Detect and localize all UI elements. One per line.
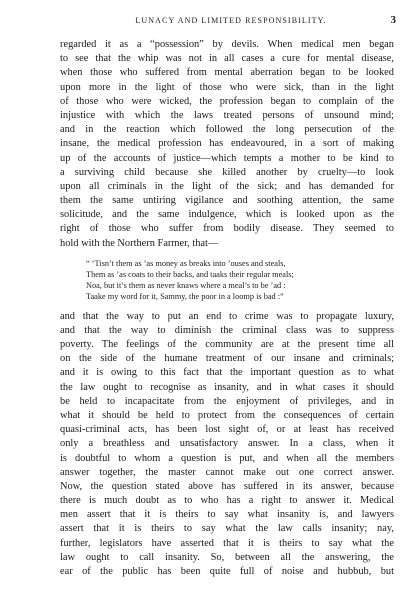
text-line: up of the accounts of justice—which tempts a mother to be kind to	[60, 152, 394, 164]
text-line: men assert that it is theirs to say what insanity is, and lawyers	[60, 509, 394, 521]
text-line: only a breathless and unsatisfactory answer. In a class, when it	[60, 438, 394, 450]
text-line: ear of the public has been quite full of noise and hubbub, but	[60, 566, 394, 577]
text-line: there is much doubt as to who has a right to answer it. Medical	[60, 495, 394, 507]
text-line: on the side of the humane treatment of our insane and criminals;	[60, 353, 394, 365]
text-line: quasi-criminal acts, has been lost sight of, or at least has received	[60, 424, 394, 436]
text-line: right of those who suffer from bodily disease. They seemed to	[60, 223, 394, 235]
verse-line: Them as ’as coats to their backs, and taaks their regular meals;	[86, 270, 294, 280]
paragraph-2	[60, 310, 394, 580]
text-line: law ought to call insanity. So, between all the answering, the	[60, 551, 394, 563]
verse-line: “ ‘Tisn’t them as ’as money as breaks into ’ouses and steals,	[86, 258, 286, 268]
text-line: and in the reaction which followed the long persecution of the	[60, 124, 394, 136]
text-line: solicitude, and the same indulgence, which is looked upon as the	[60, 209, 394, 221]
body-text	[60, 38, 394, 579]
text-line: the law ought to recognise as insanity, and in what cases it should	[60, 381, 394, 393]
text-line: Now, the question stated above has suffered in its answer, because	[60, 480, 394, 492]
text-line: regarded it as a “possession” by devils. When medical men began	[60, 39, 394, 50]
text-line: and that the way to diminish the criminal class was to suppress	[60, 324, 394, 336]
text-line: of those who were wicked, the profession began to complain of the	[60, 95, 394, 107]
running-header	[66, 16, 396, 28]
text-line: poverty. The feelings of the community are at the present time all	[60, 339, 394, 350]
text-line: hold with the Northern Farmer, that—	[60, 237, 219, 249]
text-line: to see that the whip was not in all cases a cure for mental disease,	[60, 53, 394, 65]
text-line: what it should be held to protect from the consequences of certain	[60, 409, 394, 421]
text-line: be held to incapacitate from the enjoyment of privileges, and in	[60, 395, 394, 407]
text-line: assert that it is theirs to say what the law calls insanity; nay,	[60, 523, 394, 535]
header-title: LUNACY AND LIMITED RESPONSIBILITY.	[135, 16, 327, 25]
text-line: and that the way to put an end to crime was to propagate luxury,	[60, 310, 394, 322]
text-line: further, legislators have asserted that it is theirs to say what the	[60, 537, 394, 549]
text-line: insane, the medical profession has endeavoured, in a sort of making	[60, 138, 394, 150]
page-number: 3	[390, 14, 396, 26]
text-line: upon more in the light of those who were sick, than in the light	[60, 81, 394, 93]
text-line: and it is owing to this fact that the important question as to what	[60, 367, 394, 379]
verse-line: Noa, but it’s them as never knaws where a meal’s to be ’ad :	[86, 281, 286, 291]
text-line: answer together, the master cannot make out one correct answer.	[60, 466, 394, 478]
paragraph-1	[60, 38, 394, 251]
text-line: upon all criminals in the light of the sick; and has demanded for	[60, 180, 394, 192]
text-line: a surviving child because she killed another by cruelty—to look	[60, 166, 394, 178]
text-line: them the same untiring vigilance and soothing attention, the same	[60, 195, 394, 207]
verse-line: Taake my word for it, Sammy, the poor in a loomp is bad :”	[86, 292, 284, 302]
text-line: is doubtful to whom a question is put, and when all the members	[60, 452, 394, 464]
text-line: when those who suffered from mental aberration began to be looked	[60, 67, 394, 79]
text-line: injustice with which the laws treated persons of unsound mind;	[60, 109, 394, 121]
verse-quotation	[86, 258, 394, 303]
